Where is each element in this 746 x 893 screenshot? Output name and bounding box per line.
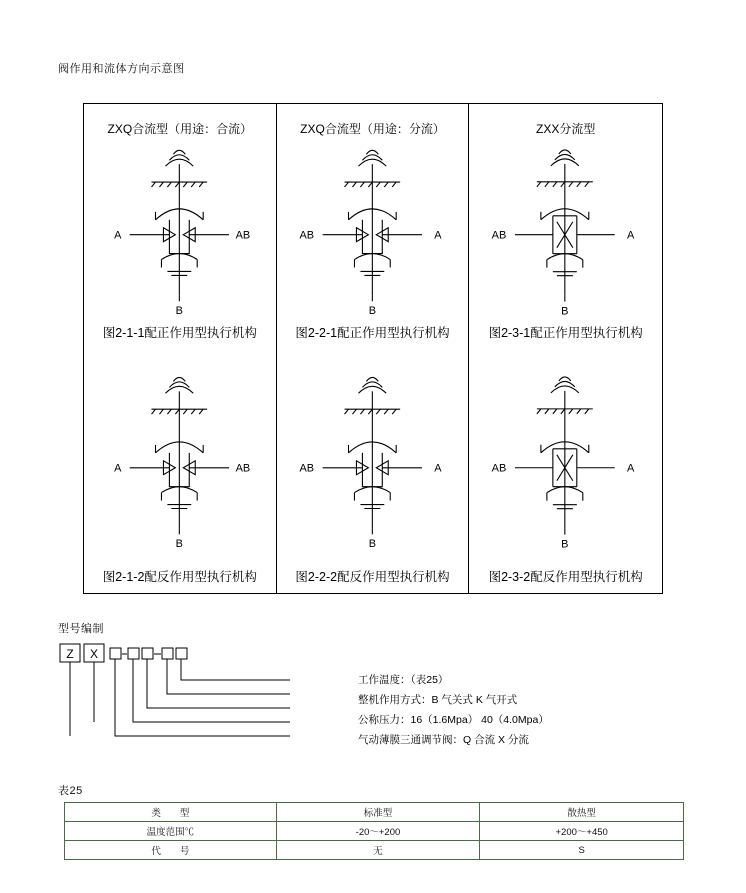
table-row [65,803,684,822]
diagram-cell-caption: 图2-2-2配反作用型执行机构 [295,570,450,584]
model-code-legend-item: 工作温度：（表25） [358,674,449,686]
diagram-cell-header: ZXQ合流型（用途：合流） [107,122,253,136]
table-cell-heat: +200～+450 [480,822,684,841]
diagram-cell [84,104,277,349]
table-cell-label: 代 号 [65,841,277,860]
table-caption: 表25 [58,785,83,797]
port-label-left: AB [299,462,314,475]
diagram-cell-caption: 图2-1-2配反作用型执行机构 [102,570,257,584]
table-row [65,841,684,860]
valve-schematic-icon [469,104,662,349]
model-code-legend-item: 公称压力：16（1.6Mpa） 40（4.0Mpa） [358,714,549,726]
page-title-model-code: 型号编制 [58,623,104,635]
diagram-cell-caption: 图2-1-1配正作用型执行机构 [102,325,257,340]
port-label-bottom: B [561,305,569,318]
valve-schematic-icon [277,349,469,594]
port-label-right: AB [235,229,251,242]
model-code-legend-item: 整机作用方式：B 气关式 K 气开式 [358,694,518,706]
port-label-left: AB [299,229,314,242]
valve-schematic-icon [84,104,276,349]
table-cell-label: 温度范围℃ [65,822,277,841]
table-cell-heat: S [480,841,684,860]
diagram-cell [469,104,662,349]
port-label-left: A [114,229,122,242]
diagram-cell-header: ZXQ合流型（用途：分流） [300,122,445,136]
diagram-cell [469,349,662,594]
valve-schematic-icon [84,349,276,594]
diagram-cell [84,349,277,594]
table-cell-standard: 无 [276,841,480,860]
port-label-right: A [433,229,442,242]
port-label-bottom: B [368,305,376,318]
model-code-box-1: X [89,647,99,661]
table-cell-label: 类 型 [65,803,277,822]
port-label-right: A [433,462,442,475]
port-label-bottom: B [175,537,183,550]
port-label-right: A [627,229,635,242]
page-title-valve-diagram: 阀作用和流体方向示意图 [58,63,185,75]
model-code-legend-item: 气动薄膜三通调节阀：Q 合流 X 分流 [358,734,529,746]
valve-schematic-icon [469,349,662,594]
diagram-cell-caption: 图2-3-1配正作用型执行机构 [488,325,643,340]
model-code-box-0: Z [66,647,74,661]
diagram-cell-caption: 图2-3-2配反作用型执行机构 [488,570,643,584]
table-cell-heat: 散热型 [480,803,684,822]
diagram-cell [277,104,470,349]
model-code-diagram [58,640,688,760]
port-label-left: AB [491,229,507,242]
port-label-bottom: B [175,305,183,318]
table-25 [64,802,684,860]
diagram-cell [277,349,470,594]
port-label-bottom: B [561,538,569,551]
table-cell-standard: -20～+200 [276,822,480,841]
port-label-left: AB [491,462,507,475]
diagram-cell-caption: 图2-2-1配正作用型执行机构 [295,325,450,340]
diagram-cell-header: ZXX分流型 [535,122,596,136]
table-cell-standard: 标准型 [276,803,480,822]
valve-schematic-icon [277,104,469,349]
port-label-right: AB [235,462,251,475]
port-label-right: A [627,462,635,475]
valve-diagram-grid [83,103,663,594]
table-row [65,822,684,841]
port-label-left: A [114,462,122,475]
port-label-bottom: B [368,537,376,550]
